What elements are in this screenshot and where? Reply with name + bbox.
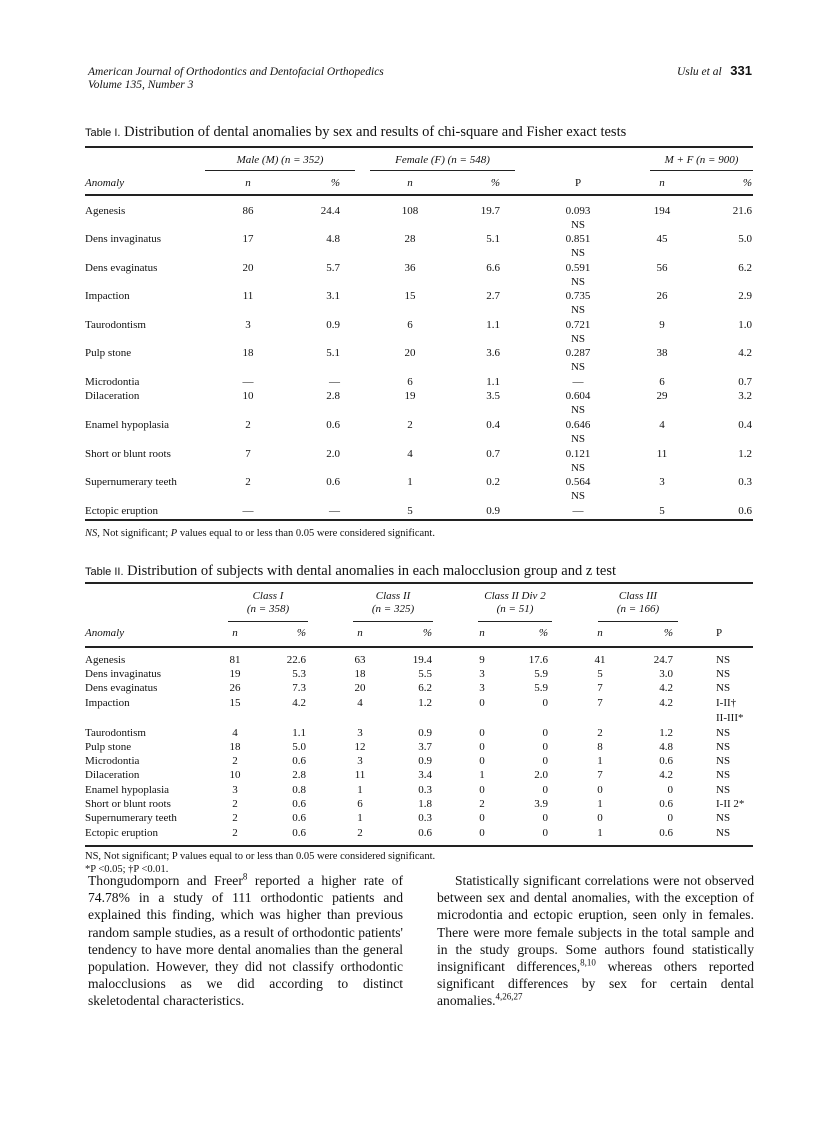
page-number: 331	[730, 63, 752, 78]
table1-cell: 0.6	[326, 476, 340, 488]
table2-cell: 2	[357, 827, 363, 839]
table2-cell: 12	[354, 741, 366, 753]
table1-cell: 1.0	[738, 319, 752, 331]
table1-cell: 5.7	[326, 262, 340, 274]
table2-cell: 2	[232, 812, 238, 824]
table1-group-header: Female (F) (n = 548)	[395, 154, 490, 166]
table1-cell: 0.7	[738, 376, 752, 388]
table1-cell: 0.287 NS	[565, 347, 591, 373]
table1-cell: 10	[242, 390, 254, 402]
table1-row-label: Enamel hypoplasia	[85, 419, 170, 431]
table1-cell: 3.2	[738, 390, 752, 402]
citation-superscript: 4,26,27	[495, 991, 523, 1002]
table2-cell: NS	[716, 827, 731, 839]
table1-cell: —	[242, 505, 254, 517]
table1-cell: 45	[656, 233, 668, 245]
table1-cell: 56	[656, 262, 668, 274]
table2-cell: 0	[542, 784, 548, 796]
abbr: NS,	[85, 528, 100, 539]
table2-cell: 3	[479, 682, 485, 694]
table1-cell: 6	[407, 376, 413, 388]
table1-cell: 3	[245, 319, 251, 331]
table2-row-label: Dens invaginatus	[85, 668, 162, 680]
table1-cell: 0.735 NS	[565, 290, 591, 316]
table1-cell: 6.6	[486, 262, 500, 274]
table1-footnote	[85, 527, 435, 540]
table1-cell: —	[242, 376, 254, 388]
table2-cell: 0.9	[418, 755, 432, 767]
table2-group-size: (n = 358)	[246, 603, 290, 615]
table1-caption: Distribution of dental anomalies by sex and results of chi-square and Fisher exact tests	[124, 124, 627, 140]
journal-volume: Volume 135, Number 3	[88, 79, 194, 91]
table2-cell: 5.3	[292, 668, 306, 680]
table1-cell: 0.2	[486, 476, 500, 488]
table1-cell: —	[572, 505, 584, 517]
table1-cell: 0.646 NS	[565, 419, 591, 445]
table1-row-label: Dilaceration	[85, 390, 140, 402]
table2-cell: 3.9	[534, 798, 548, 810]
table2-cell: 0.3	[418, 812, 432, 824]
table2-group-size: (n = 51)	[496, 603, 534, 615]
table2-cell: 3.7	[418, 741, 432, 753]
table2-cell: 0	[542, 727, 548, 739]
table1-cell: 0.121 NS	[565, 448, 591, 474]
table1-cell: 2.7	[486, 290, 500, 302]
table2-cell: 3	[357, 755, 363, 767]
table1-cell: 1.1	[486, 319, 500, 331]
table2-cell: 7	[597, 682, 603, 694]
table-rule	[85, 194, 753, 196]
table1-cell: 5.1	[486, 233, 500, 245]
table2-cell: 10	[229, 769, 241, 781]
table1-cell: 1.2	[738, 448, 752, 460]
table1-cell: 0.093 NS	[565, 205, 591, 231]
table2-column-header: n	[479, 627, 485, 639]
table2-cell: 1	[597, 827, 603, 839]
table2-cell: 1.2	[659, 727, 673, 739]
table2-cell: 5.5	[418, 668, 432, 680]
table2-cell: 1	[479, 769, 485, 781]
table2-cell: 63	[354, 654, 366, 666]
table2-cell: NS	[716, 654, 731, 666]
table1-cell: 9	[659, 319, 665, 331]
table2-cell: 15	[229, 697, 241, 709]
table2-cell: 2.0	[534, 769, 548, 781]
table1-cell: 0.564 NS	[565, 476, 591, 502]
table1-column-header: n	[659, 177, 665, 189]
table2-footnote-significance: *P <0.05; †P <0.01.	[85, 864, 169, 875]
table1-cell: 194	[653, 205, 671, 217]
table2-group-header: Class I	[252, 590, 284, 602]
table-rule	[650, 170, 753, 171]
table2-column-header: %	[422, 627, 432, 639]
table2-cell: 4	[232, 727, 238, 739]
table2-cell: 22.6	[286, 654, 306, 666]
table2-row-label: Agenesis	[85, 654, 126, 666]
table1-cell: 1	[407, 476, 413, 488]
table1-group-header: M + F (n = 900)	[664, 154, 739, 166]
table2-cell: 5.0	[292, 741, 306, 753]
table2-title	[85, 563, 616, 580]
table2-cell: 7	[597, 697, 603, 709]
table1-cell: 6	[407, 319, 413, 331]
table1-column-header: %	[490, 177, 500, 189]
table2-group-header: Class II Div 2	[484, 590, 546, 602]
table2-cell: 4.2	[659, 697, 673, 709]
table2-cell: 2	[479, 798, 485, 810]
table2-cell: 4	[357, 697, 363, 709]
table-rule	[85, 582, 753, 584]
table1-row-label: Dens invaginatus	[85, 233, 162, 245]
table2-cell: 3.4	[418, 769, 432, 781]
table2-row-label: Taurodontism	[85, 727, 146, 739]
table2-column-header: %	[663, 627, 673, 639]
table2-cell: 5.9	[534, 668, 548, 680]
table1-cell: 11	[656, 448, 668, 460]
table1-row-label: Short or blunt roots	[85, 448, 171, 460]
table2-cell: 0.6	[659, 827, 673, 839]
table1-cell: 3.6	[486, 347, 500, 359]
table2-row-label: Ectopic eruption	[85, 827, 159, 839]
table2-cell: 7	[597, 769, 603, 781]
table2-cell: 41	[594, 654, 606, 666]
table2-group-size: (n = 325)	[371, 603, 415, 615]
table1-cell: 5	[407, 505, 413, 517]
table2-row-label: Enamel hypoplasia	[85, 784, 170, 796]
table2-cell: 18	[229, 741, 241, 753]
table1-row-label: Pulp stone	[85, 347, 132, 359]
table1-row-label: Microdontia	[85, 376, 140, 388]
table2-cell: 3	[357, 727, 363, 739]
table1-cell: 2.8	[326, 390, 340, 402]
table1-row-label: Agenesis	[85, 205, 126, 217]
table1-cell: —	[329, 505, 340, 517]
table1-cell: 28	[404, 233, 416, 245]
table2-cell: 1.8	[418, 798, 432, 810]
table1-cell: 4	[659, 419, 665, 431]
table1-cell: 7	[245, 448, 251, 460]
table1-cell: 5	[659, 505, 665, 517]
table2-cell: 0	[542, 755, 548, 767]
table1-row-label: Ectopic eruption	[85, 505, 159, 517]
table2-cell: 0	[542, 827, 548, 839]
body-text: Thongudomporn and Freer	[88, 873, 243, 888]
table2-cell: 4.2	[659, 682, 673, 694]
table1-cell: 3.5	[486, 390, 500, 402]
table1-cell: 0.9	[486, 505, 500, 517]
table1-column-header: P	[574, 177, 582, 189]
table2-row-label: Impaction	[85, 697, 130, 709]
table2-cell: 9	[479, 654, 485, 666]
table2-cell: 1.2	[418, 697, 432, 709]
table-rule	[85, 519, 753, 521]
table1-cell: 18	[242, 347, 254, 359]
table1-cell: 5.1	[326, 347, 340, 359]
table2-cell: 0	[479, 755, 485, 767]
table1-cell: 86	[242, 205, 254, 217]
table1-cell: 20	[404, 347, 416, 359]
table2-column-header: P	[716, 627, 723, 639]
table1-cell: 2.0	[326, 448, 340, 460]
table1-title	[85, 124, 626, 141]
table2-cell: 0	[479, 741, 485, 753]
table2-cell: 0.6	[292, 827, 306, 839]
table-rule	[205, 170, 355, 171]
table2-cell: 18	[354, 668, 366, 680]
table2-cell: 0.6	[418, 827, 432, 839]
table2-cell: 24.7	[653, 654, 673, 666]
table1-cell: —	[572, 376, 584, 388]
table2-cell: 0	[667, 784, 673, 796]
table-rule	[370, 170, 515, 171]
table2-row-label: Microdontia	[85, 755, 140, 767]
table1-cell: 2.9	[738, 290, 752, 302]
table2-label: Table II.	[85, 566, 124, 578]
table2-cell: 1	[597, 755, 603, 767]
table1-cell: 0.851 NS	[565, 233, 591, 259]
table1-cell: 4	[407, 448, 413, 460]
table2-row-label: Short or blunt roots	[85, 798, 171, 810]
table2-cell: 0	[542, 741, 548, 753]
table1-cell: 0.9	[326, 319, 340, 331]
table1-row-label: Taurodontism	[85, 319, 146, 331]
table1-column-header: n	[407, 177, 413, 189]
table2-cell: NS	[716, 727, 731, 739]
table1-cell: 20	[242, 262, 254, 274]
table1-group-header: Male (M) (n = 352)	[236, 154, 324, 166]
table2-cell: 20	[354, 682, 366, 694]
table-rule	[598, 621, 678, 622]
table2-cell: 1	[357, 812, 363, 824]
table2-cell: I-II† II-III*	[716, 697, 744, 724]
table1-cell: 0.6	[326, 419, 340, 431]
table1-cell: 29	[656, 390, 668, 402]
table2-cell: 0	[479, 812, 485, 824]
table2-cell: 2.8	[292, 769, 306, 781]
table2-column-header: Anomaly	[85, 627, 125, 639]
table1-cell: 0.604 NS	[565, 390, 591, 416]
table2-cell: 8	[597, 741, 603, 753]
table2-cell: 0.9	[418, 727, 432, 739]
table2-group-size: (n = 166)	[616, 603, 660, 615]
body-text: reported a higher rate of 74.78% in a study of 111 orthodontic patients and explained this finding, which was higher than previous random sample studies, as a result of orthodontic patients' tendency to have more dental anomalies than the general population. However, they did not classify orthodontic malocclusions as we did according to distinct skeletodental characteristics.	[88, 873, 403, 1009]
table2-row-label: Pulp stone	[85, 741, 132, 753]
table2-cell: 6.2	[418, 682, 432, 694]
table2-cell: 3	[232, 784, 238, 796]
running-header	[677, 64, 752, 79]
table1-cell: 3	[659, 476, 665, 488]
table1-cell: 2	[245, 476, 251, 488]
authors: Uslu et al	[676, 66, 722, 78]
table2-cell: 4.8	[659, 741, 673, 753]
table2-cell: 0.6	[292, 798, 306, 810]
table2-cell: 0	[479, 784, 485, 796]
table1-column-header: n	[245, 177, 251, 189]
table2-cell: 0.3	[418, 784, 432, 796]
citation-superscript: 8	[242, 871, 248, 882]
table2-cell: 6	[357, 798, 363, 810]
table1-cell: 0.3	[738, 476, 752, 488]
table2-cell: 1	[357, 784, 363, 796]
table1-cell: 11	[242, 290, 254, 302]
table1-cell: 0.591 NS	[565, 262, 591, 288]
body-text: whereas others reported significant differences by sex for certain dental anomalies.	[437, 959, 754, 1009]
table2-cell: 19.4	[412, 654, 432, 666]
table2-group-header: Class II	[375, 590, 411, 602]
table2-cell: 0	[667, 812, 673, 824]
table1-cell: 26	[656, 290, 668, 302]
table2-cell: 5	[597, 668, 603, 680]
table2-row-label: Supernumerary teeth	[85, 812, 177, 824]
table1-cell: 38	[656, 347, 668, 359]
table2-cell: 5.9	[534, 682, 548, 694]
table1-row-label: Impaction	[85, 290, 130, 302]
table-rule	[85, 146, 753, 148]
table2-cell: 3.0	[659, 668, 673, 680]
table2-cell: 0	[597, 812, 603, 824]
body-text: Statistically significant correlations were not observed between sex and dental anomalies, with the exception of microdontia and ectopic eruption, seen only in females. There were more female subjects in the total sample and in the study groups. Some authors found statistically insignificant differences,	[437, 873, 754, 975]
table1-cell: 2	[407, 419, 413, 431]
table2-cell: 0.6	[659, 798, 673, 810]
table1-cell: 21.6	[732, 205, 752, 217]
table2-group-header: Class III	[618, 590, 658, 602]
table1-cell: 15	[404, 290, 416, 302]
table2-cell: 17.6	[528, 654, 548, 666]
table1-cell: 1.1	[486, 376, 500, 388]
table-rule	[353, 621, 433, 622]
body-column-right	[437, 872, 754, 1010]
table1-cell: 0.4	[738, 419, 752, 431]
table1-cell: 3.1	[326, 290, 340, 302]
table1-cell: 17	[242, 233, 254, 245]
table1-cell: 19	[404, 390, 416, 402]
table2-cell: 2	[232, 798, 238, 810]
table2-cell: 0.6	[292, 755, 306, 767]
table2-cell: 2	[232, 827, 238, 839]
table1-column-header: %	[330, 177, 340, 189]
table2-cell: 19	[229, 668, 241, 680]
journal-name: American Journal of Orthodontics and Dentofacial Orthopedics	[88, 66, 384, 78]
table2-cell: NS	[716, 755, 731, 767]
table1-cell: 0.6	[738, 505, 752, 517]
table2-column-header: %	[538, 627, 548, 639]
table1-cell: 0.4	[486, 419, 500, 431]
table1-row-label: Supernumerary teeth	[85, 476, 177, 488]
table2-cell: NS	[716, 812, 731, 824]
table2-column-header: n	[597, 627, 603, 639]
table2-cell: 4.2	[292, 697, 306, 709]
table2-cell: 0.6	[292, 812, 306, 824]
table2-column-header: %	[296, 627, 306, 639]
table1-cell: 19.7	[480, 205, 500, 217]
table2-cell: 1.1	[292, 727, 306, 739]
table2-cell: 0.8	[292, 784, 306, 796]
table2-cell: 0	[542, 812, 548, 824]
table-rule	[85, 845, 753, 847]
table2-cell: 0	[479, 727, 485, 739]
table2-cell: 0	[479, 697, 485, 709]
table2-cell: NS	[716, 784, 731, 796]
body-column-left	[88, 872, 403, 1010]
table2-cell: 26	[229, 682, 241, 694]
table1-cell: 2	[245, 419, 251, 431]
table2-cell: 0	[597, 784, 603, 796]
table1-cell: 5.0	[738, 233, 752, 245]
table1-label: Table I.	[85, 127, 121, 139]
table2-row-label: Dilaceration	[85, 769, 140, 781]
footnote-part: Not significant;	[99, 528, 171, 539]
table2-cell: 81	[229, 654, 241, 666]
table1-cell: 0.7	[486, 448, 500, 460]
footnote-part: values equal to or less than 0.05 were considered significant.	[177, 528, 435, 539]
table1-column-header: %	[742, 177, 752, 189]
table1-cell: 6	[659, 376, 665, 388]
table1-cell: 24.4	[320, 205, 340, 217]
table1-cell: 4.2	[738, 347, 752, 359]
table2-cell: 11	[354, 769, 366, 781]
table1-cell: 6.2	[738, 262, 752, 274]
table1-cell: 0.721 NS	[565, 319, 591, 345]
table2-cell: 1	[597, 798, 603, 810]
table2-cell: 0.6	[659, 755, 673, 767]
table-rule	[228, 621, 308, 622]
table2-cell: 7.3	[292, 682, 306, 694]
table2-cell: I-II 2*	[716, 798, 745, 810]
footnote-part: P	[170, 528, 178, 539]
table2-cell: NS	[716, 668, 731, 680]
table2-row-label: Dens evaginatus	[85, 682, 158, 694]
table1-row-label: Dens evaginatus	[85, 262, 158, 274]
table1-cell: 36	[404, 262, 416, 274]
table2-cell: NS	[716, 741, 731, 753]
table2-cell: 0	[479, 827, 485, 839]
table1-column-header: Anomaly	[85, 177, 125, 189]
table-rule	[478, 621, 552, 622]
table2-cell: NS	[716, 682, 731, 694]
table2-cell: 0	[542, 697, 548, 709]
table2-footnote: NS, Not significant; P values equal to or less than 0.05 were considered significant.	[85, 851, 436, 862]
table1-cell: —	[329, 376, 340, 388]
table2-cell: 3	[479, 668, 485, 680]
table2-caption: Distribution of subjects with dental anomalies in each malocclusion group and z test	[127, 563, 617, 579]
table2-cell: 2	[232, 755, 238, 767]
table1-cell: 108	[401, 205, 419, 217]
citation-superscript: 8,10	[580, 957, 596, 968]
table2-cell: NS	[716, 769, 731, 781]
table2-column-header: n	[232, 627, 238, 639]
table2-cell: 2	[597, 727, 603, 739]
table-rule	[85, 646, 753, 648]
table1-cell: 4.8	[326, 233, 340, 245]
table2-cell: 4.2	[659, 769, 673, 781]
table2-column-header: n	[357, 627, 363, 639]
